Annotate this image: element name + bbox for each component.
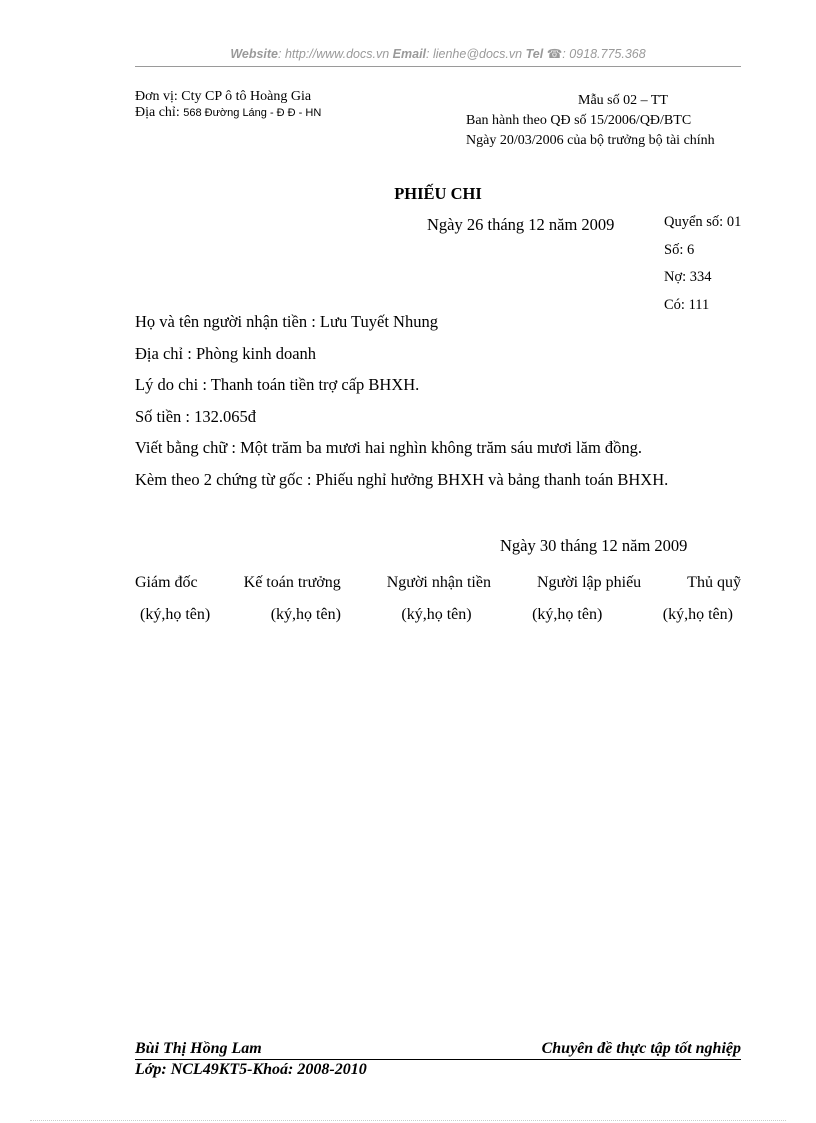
phone-icon: ☎ [546,47,563,61]
tel-value: : 0918.775.368 [562,47,646,61]
signer-role: Kế toán trưởng [243,574,341,591]
address-line: Địa chỉ : Phòng kinh doanh [135,343,317,363]
debit-account: Nợ: 334 [664,269,712,285]
tel-label: Tel [525,47,544,61]
unit-address-label: Địa chỉ: [135,105,184,120]
signer-note: (ký,họ tên) [140,606,211,623]
footer-class: Lớp: NCL49KT5-Khoá: 2008-2010 [135,1061,367,1078]
signer-note: (ký,họ tên) [532,606,603,623]
signer-role: Giám đốc [135,574,198,591]
unit-address [135,105,321,121]
ledger-block [664,209,741,319]
footer-line [135,1039,741,1060]
unit-address-value: 568 Đường Láng - Đ Đ - HN [183,107,322,119]
voucher-details [135,306,739,495]
signer-note: (ký,họ tên) [270,606,341,623]
book-number: Quyển số: 01 [664,214,742,230]
signer-role: Thủ quỹ [687,574,741,591]
website-value: : http://www.docs.vn [278,47,390,61]
website-label: Website [230,47,279,61]
reason-line: Lý do chi : Thanh toán tiền trợ cấp BHXH. [135,375,420,394]
form-code: Mẫu số 02 – TT [578,93,668,108]
form-decision: Ban hành theo QĐ số 15/2006/QĐ/BTC [466,113,692,128]
voucher-date: Ngày 26 tháng 12 năm 2009 [427,215,615,234]
signature-date: Ngày 30 tháng 12 năm 2009 [500,536,688,555]
signer-note: (ký,họ tên) [401,606,472,623]
signer-role: Người nhận tiền [386,574,491,591]
amount-words-line: Viết bằng chữ : Một trăm ba mươi hai nghìn không trăm sáu mươi lăm đồng. [135,438,643,457]
form-decision-date: Ngày 20/03/2006 của bộ trưởng bộ tài chính [466,133,715,148]
signer-notes-row [135,599,741,631]
email-label: Email [392,47,427,61]
footer-topic: Chuyên đề thực tập tốt nghiệp [541,1040,741,1057]
unit-info [135,89,321,121]
signer-note: (ký,họ tên) [662,606,733,623]
credit-account: Có: 111 [664,296,710,313]
signer-role: Người lập phiếu [536,574,642,591]
form-code-block [466,91,756,151]
amount-line: Số tiền : 132.065đ [135,406,257,426]
attachments-line: Kèm theo 2 chứng từ gốc : Phiếu nghỉ hưởng BHXH và bảng thanh toán BHXH. [135,469,669,489]
website-header [135,46,741,67]
page-bottom-rule [30,1120,786,1121]
voucher-number: Số: 6 [664,241,695,258]
voucher-title: PHIẾU CHI [394,184,482,203]
footer-author: Bùi Thị Hồng Lam [135,1040,262,1057]
recipient-line: Họ và tên người nhận tiền : Lưu Tuyết Nhung [135,312,438,331]
email-value: : lienhe@docs.vn [426,47,523,61]
signer-roles-row [135,567,741,599]
unit-name: Đơn vị: Cty CP ô tô Hoàng Gia [135,89,312,104]
signature-block [135,567,741,631]
page-footer [135,1039,741,1080]
